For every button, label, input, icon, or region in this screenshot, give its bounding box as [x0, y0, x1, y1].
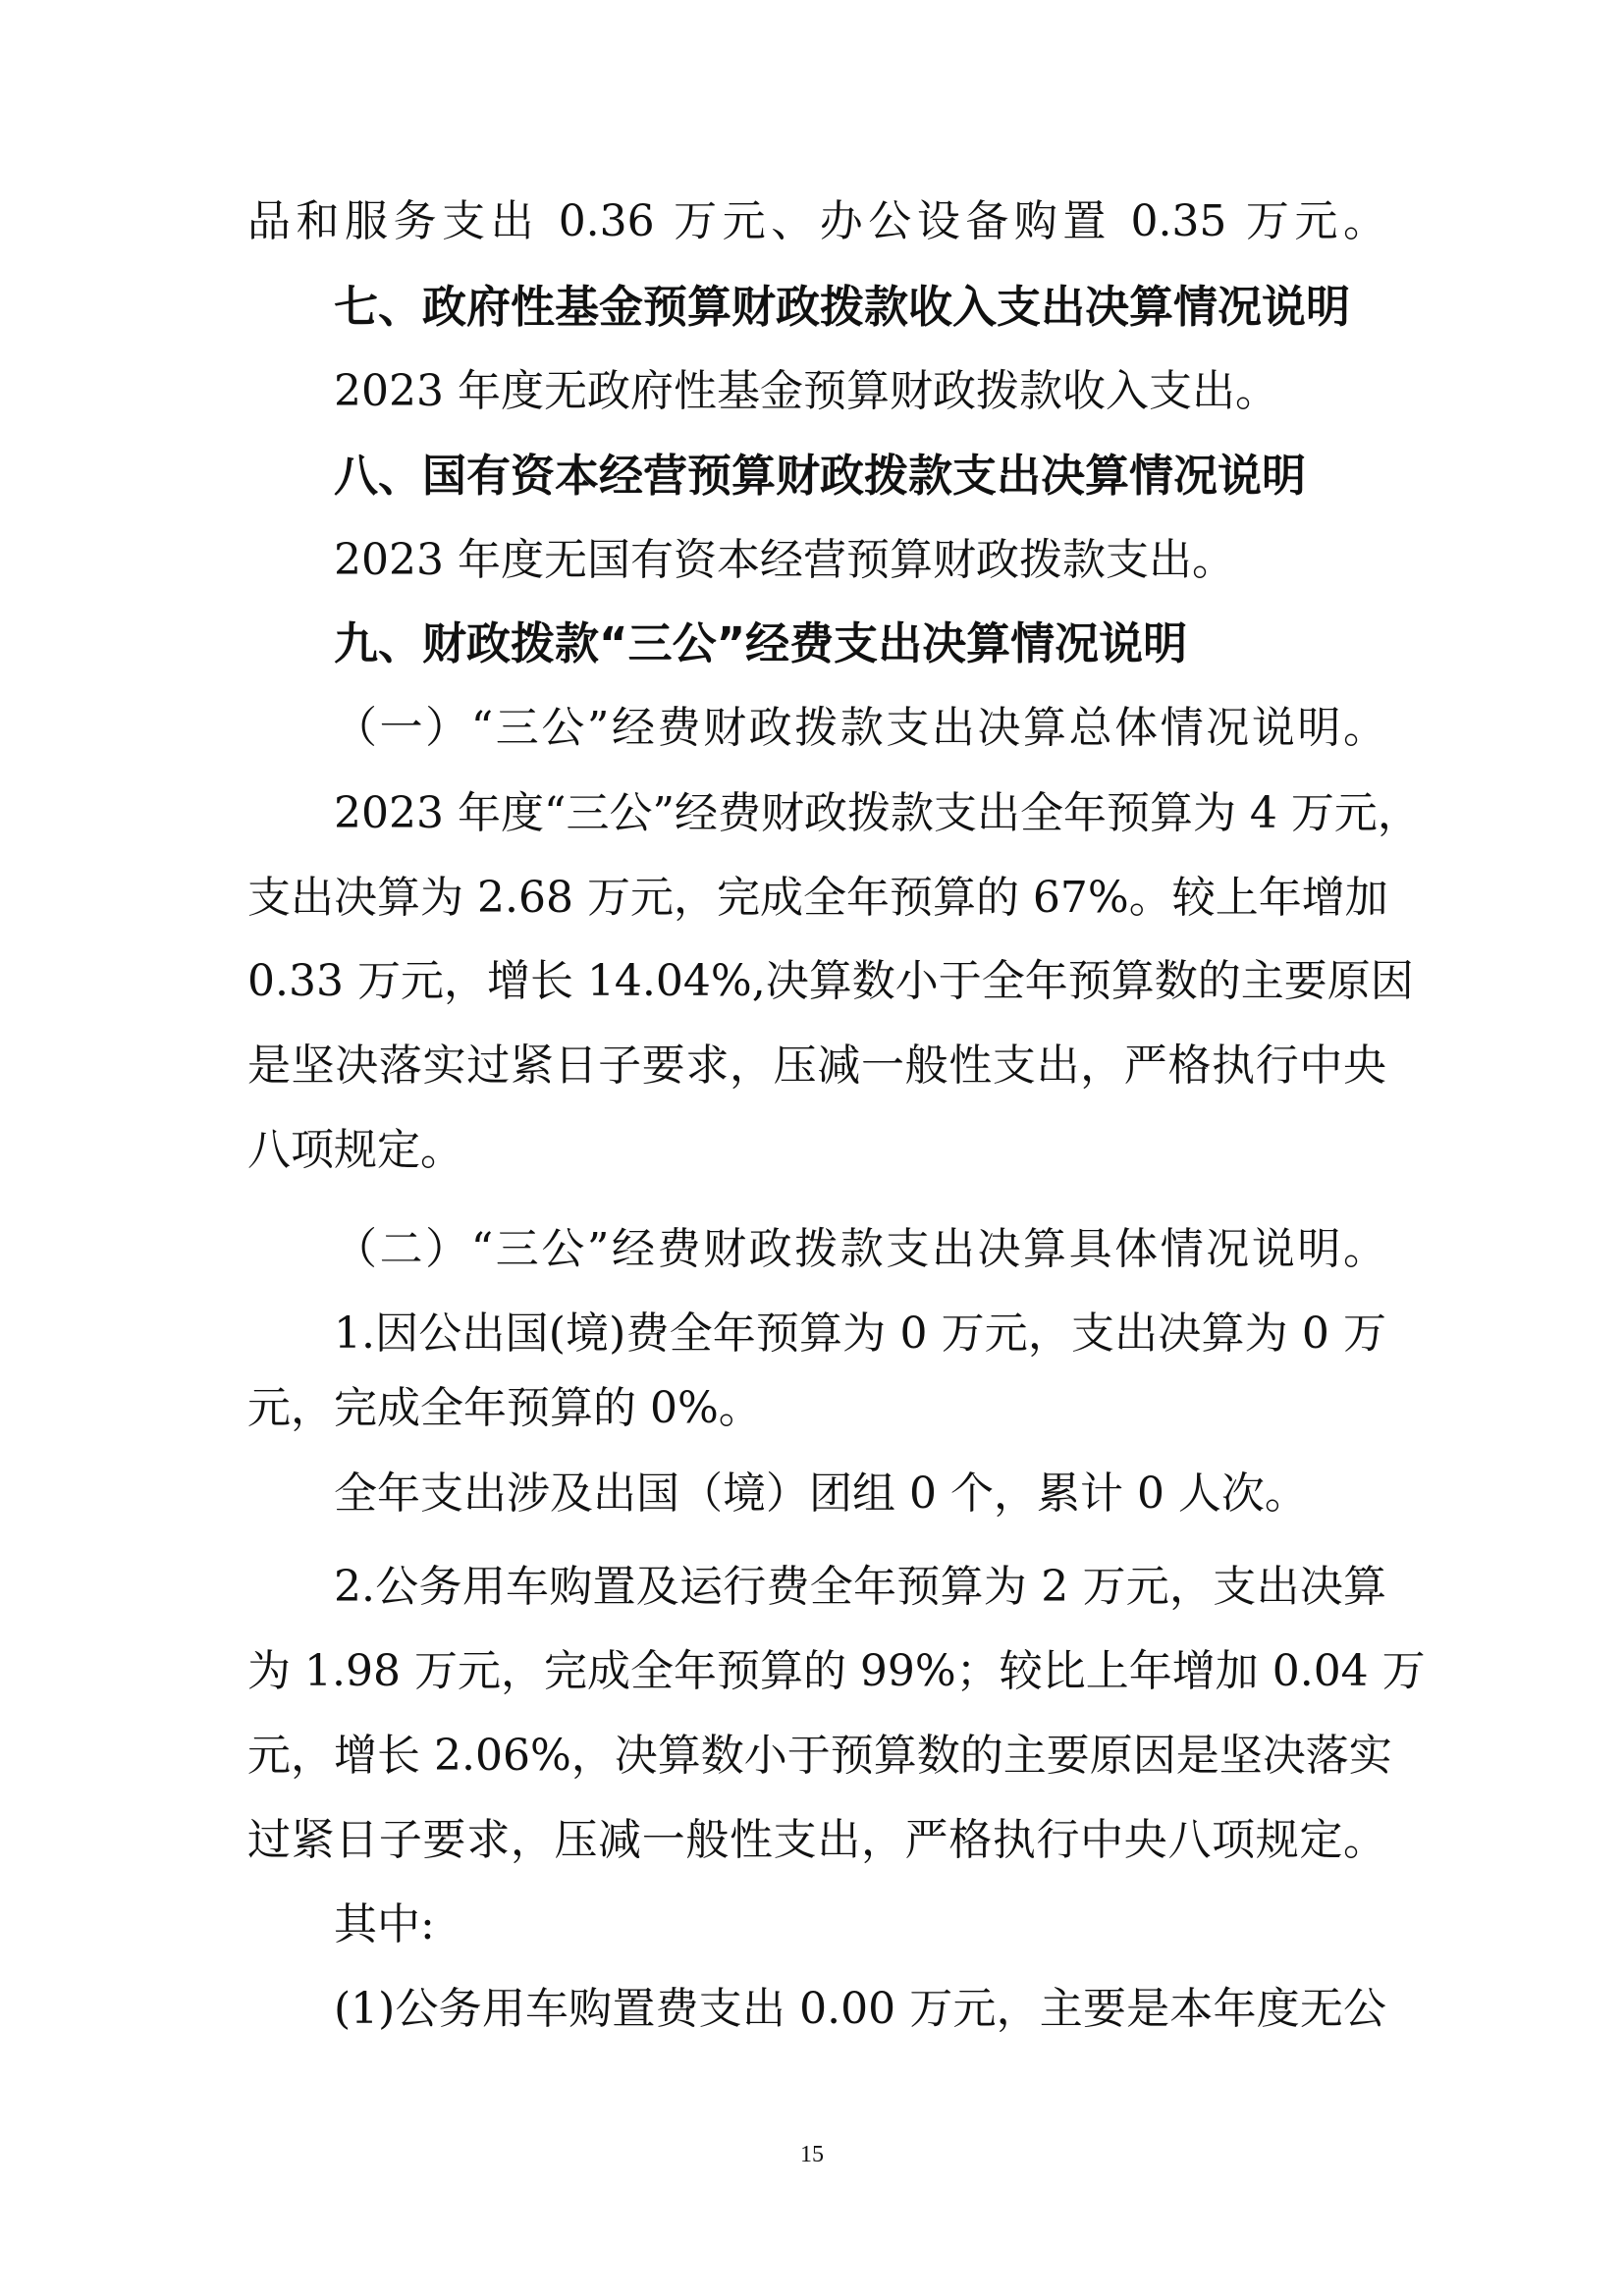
section-heading-9: 九、财政拨款“三公”经费支出决算情况说明	[334, 617, 1188, 669]
paragraph-line: 2023 年度“三公”经费财政拨款支出全年预算为 4 万元，	[334, 788, 1421, 838]
paragraph-line: 品和服务支出 0.36 万元、办公设备购置 0.35 万元。	[247, 196, 1386, 246]
paragraph-line: 八项规定。	[247, 1125, 463, 1175]
paragraph-line: (1)公务用车购置费支出 0.00 万元，主要是本年度无公	[334, 1984, 1386, 2034]
paragraph-line: 2023 年度无政府性基金预算财政拨款收入支出。	[334, 366, 1278, 416]
paragraph-line: 元，完成全年预算的 0%。	[247, 1383, 762, 1433]
paragraph-line: 2.公务用车购置及运行费全年预算为 2 万元，支出决算	[334, 1562, 1386, 1612]
paragraph-line: 元，增长 2.06%，决算数小于预算数的主要原因是坚决落实	[247, 1731, 1392, 1781]
subsection-heading: （一）“三公”经费财政拨款支出决算总体情况说明。	[334, 703, 1386, 753]
paragraph-line: 2023 年度无国有资本经营预算财政拨款支出。	[334, 535, 1235, 585]
paragraph-line: 0.33 万元，增长 14.04%,决算数小于全年预算数的主要原因	[247, 956, 1414, 1006]
paragraph-line: 支出决算为 2.68 万元，完成全年预算的 67%。较上年增加	[247, 873, 1388, 923]
paragraph-line: 1.因公出国(境)费全年预算为 0 万元，支出决算为 0 万	[334, 1308, 1386, 1359]
section-heading-7: 七、政府性基金预算财政拨款收入支出决算情况说明	[334, 281, 1351, 333]
paragraph-line: 过紧日子要求，压减一般性支出，严格执行中央八项规定。	[247, 1815, 1386, 1865]
section-heading-8: 八、国有资本经营预算财政拨款支出决算情况说明	[334, 450, 1307, 502]
paragraph-line: 其中:	[334, 1899, 435, 1949]
paragraph-line: 为 1.98 万元，完成全年预算的 99%；较比上年增加 0.04 万	[247, 1646, 1426, 1696]
page-number: 15	[800, 2142, 824, 2167]
subsection-heading: （二）“三公”经费财政拨款支出决算具体情况说明。	[334, 1224, 1386, 1274]
paragraph-line: 全年支出涉及出国（境）团组 0 个，累计 0 人次。	[334, 1468, 1308, 1519]
paragraph-line: 是坚决落实过紧日子要求，压减一般性支出，严格执行中央	[247, 1041, 1386, 1091]
